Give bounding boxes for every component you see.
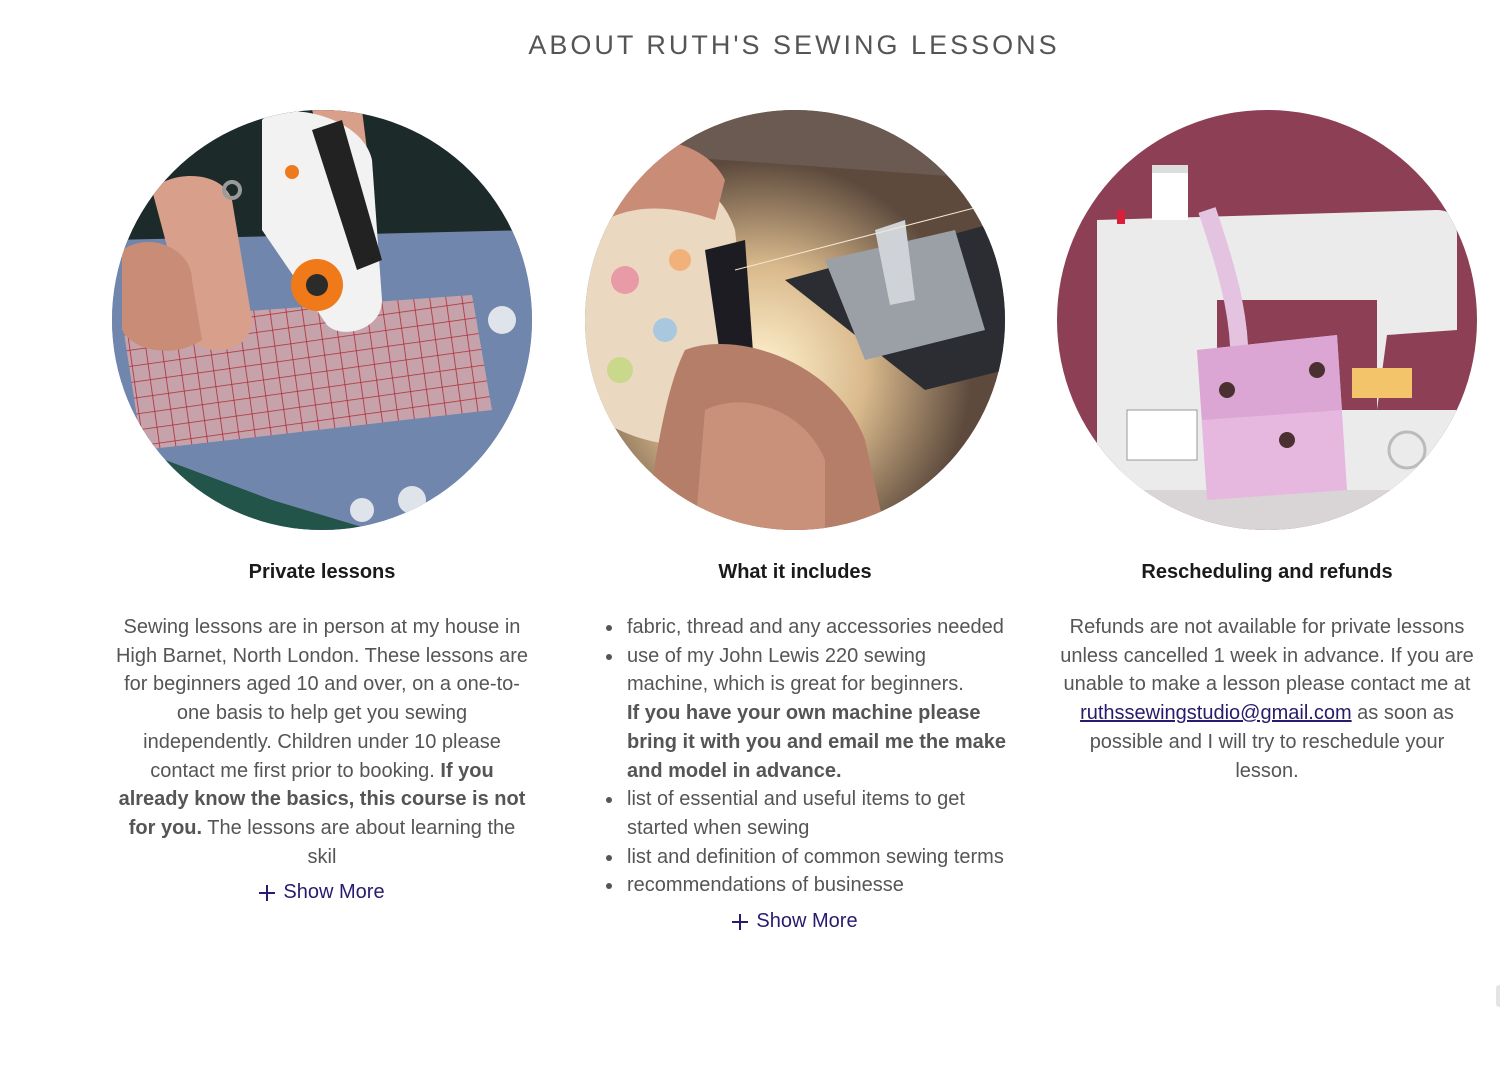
own-machine-note: If you have your own machine please bring it with you and email me the make and model in advance. xyxy=(627,702,1006,782)
rescheduling-text-part-1: Refunds are not available for private lessons unless cancelled 1 week in advance. If you are unable to make a lesson please contact me at xyxy=(1060,616,1474,696)
rescheduling-heading: Rescheduling and refunds xyxy=(1141,561,1393,583)
scroll-indicator xyxy=(1496,985,1500,1007)
sewing-machine-and-bag-image xyxy=(1057,110,1477,530)
plus-icon xyxy=(259,885,275,901)
what-it-includes-list-wrapper xyxy=(575,613,1015,900)
list-item-text: fabric, thread and any accessories needed xyxy=(627,616,1004,638)
private-lessons-text-bold: If you already know the basics, this course is not for you. xyxy=(118,759,526,839)
show-more-label: Show More xyxy=(283,881,385,904)
rescheduling-text xyxy=(1047,613,1487,785)
column-what-it-includes xyxy=(575,110,1015,933)
private-lessons-text-part-2: The lessons are about learning the skil xyxy=(202,816,516,868)
what-it-includes-heading: What it includes xyxy=(718,561,872,583)
column-private-lessons xyxy=(102,110,542,904)
private-lessons-text xyxy=(102,613,542,871)
rotary-cutter-image xyxy=(112,110,532,530)
show-more-label: Show More xyxy=(756,910,858,933)
show-more-what-it-includes-button[interactable] xyxy=(575,910,1015,933)
column-rescheduling xyxy=(1047,110,1487,785)
list-item-text: recommendations of businesse xyxy=(627,874,904,897)
list-item-text: list and definition of common sewing terms xyxy=(627,845,1004,868)
list-item xyxy=(627,871,1015,900)
rescheduling-text-part-2: as soon as possible and I will try to reschedule your lesson. xyxy=(1089,702,1454,782)
private-lessons-heading: Private lessons xyxy=(248,561,396,583)
list-item xyxy=(627,785,1015,842)
private-lessons-text-part-1: Sewing lessons are in person at my house in High Barnet, North London. These lessons are for beginners aged 10 and over, on a one-to-one basis to help get you sewing independently. Children under 10 please contact me first prior to booking. xyxy=(115,616,529,782)
section-title: ABOUT RUTH'S SEWING LESSONS xyxy=(528,30,1060,60)
includes-list xyxy=(575,613,1015,900)
list-item-text: use of my John Lewis 220 sewing machine, which is great for beginners. xyxy=(627,644,964,696)
email-link[interactable]: ruthssewingstudio@gmail.com xyxy=(1080,702,1352,725)
sewing-machine-needle-image xyxy=(585,110,1005,530)
list-item-text: list of essential and useful items to get started when sewing xyxy=(627,788,965,839)
list-item xyxy=(627,642,1015,786)
show-more-private-lessons-button[interactable] xyxy=(102,881,542,904)
plus-icon xyxy=(732,914,748,930)
list-item xyxy=(627,613,1015,642)
list-item xyxy=(627,843,1015,872)
